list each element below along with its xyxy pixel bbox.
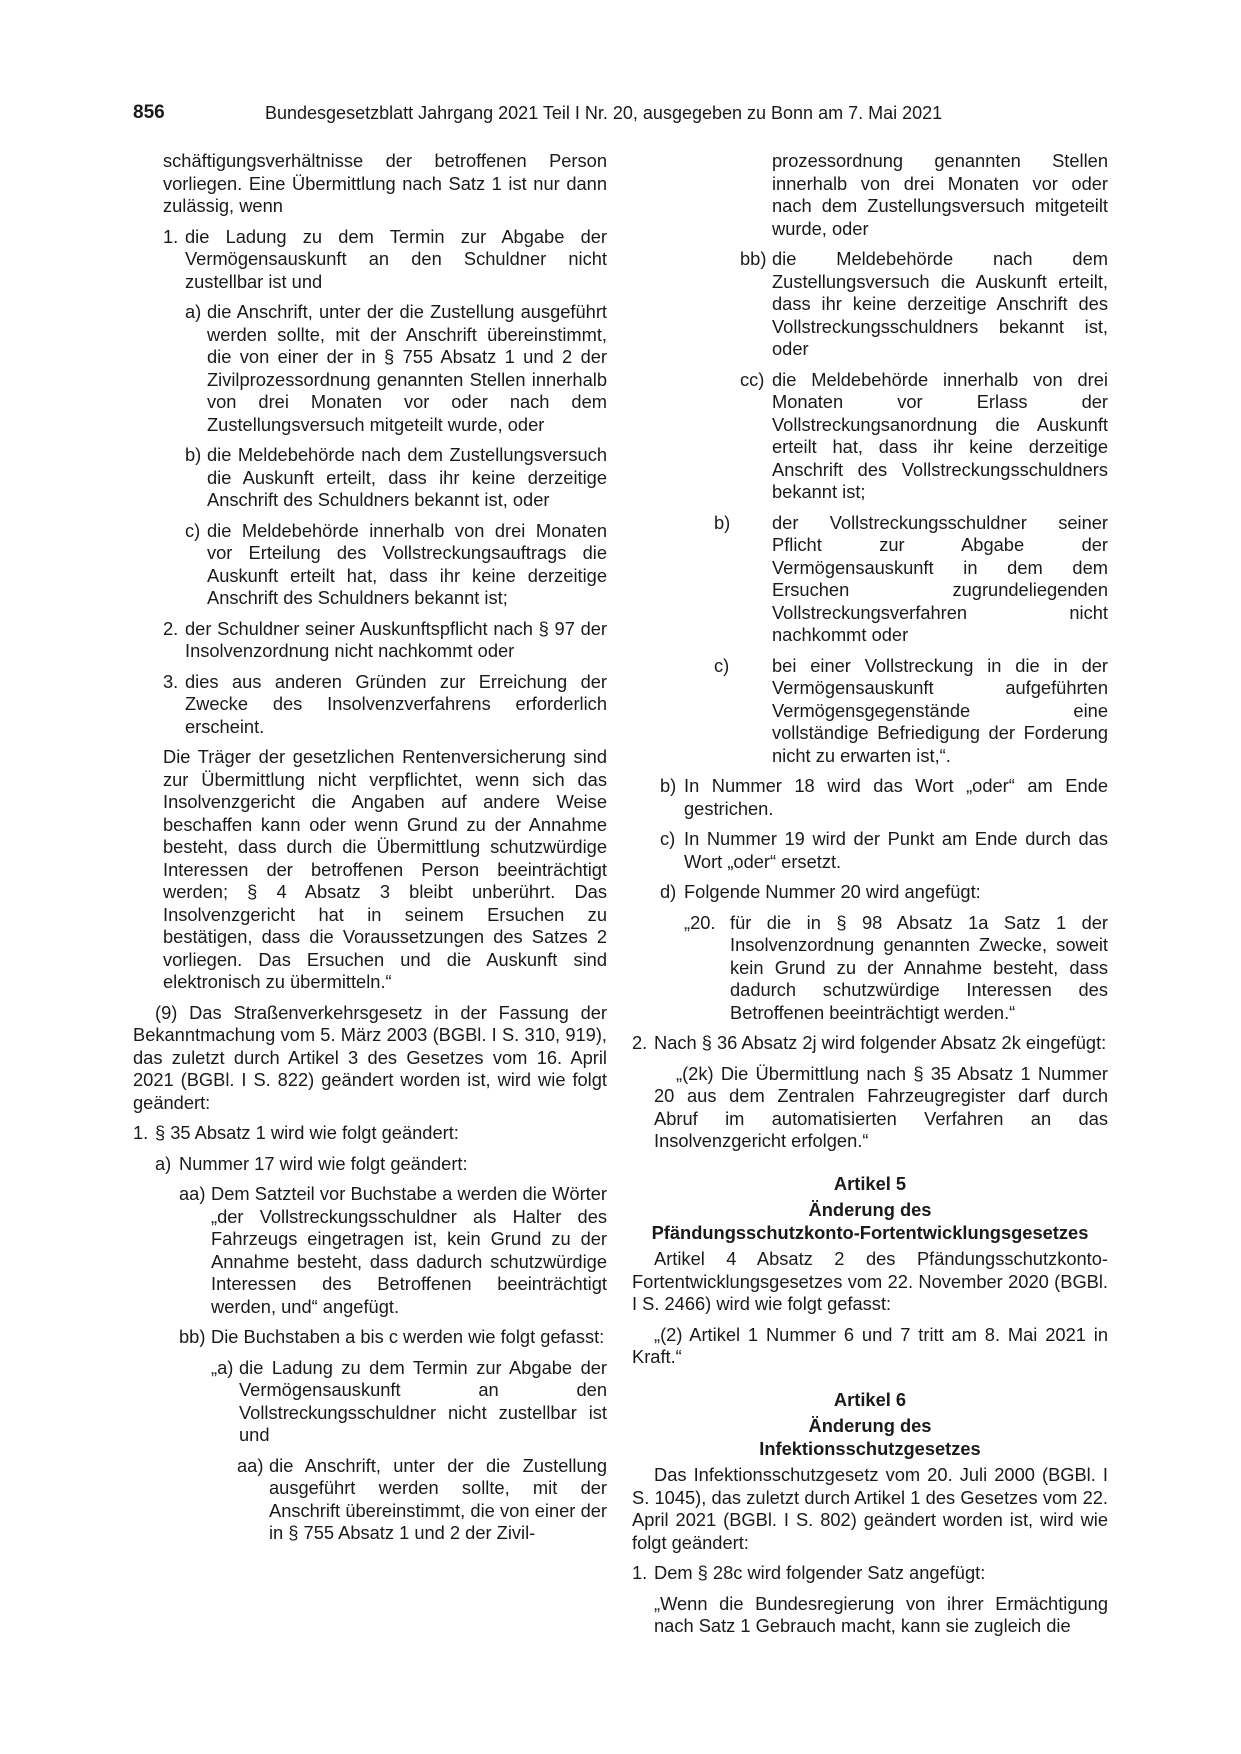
item-label: 3.: [163, 670, 179, 692]
item-label: 1.: [133, 1122, 149, 1143]
item-text: die Ladung zu dem Termin zur Abgabe der Vermögensauskunft an den Vollstreckungsschuldner nicht zustellbar ist und: [239, 1356, 607, 1445]
page-number: 856: [133, 102, 165, 123]
item-label: d): [660, 881, 677, 902]
list-item-bb: [632, 248, 1108, 361]
list-item-1a: [133, 301, 607, 436]
item-label: b): [185, 444, 202, 465]
article-5-paragraph: Artikel 4 Absatz 2 des Pfändungsschutzkonto-Fortentwicklungsgesetzes vom 22. November 2020 (BGBl. I S. 2466) wird wie folgt gefasst:: [632, 1248, 1108, 1314]
item-label: c): [185, 519, 201, 541]
item-text: für die in § 98 Absatz 1a Satz 1 der Insolvenzordnung genannten Zwecke, soweit kein Grund zu der Annahme besteht, dass dadurch schutzwürdige Interessen des Betroffenen beeinträchtigt werden.“: [730, 911, 1108, 1023]
item-text: Folgende Nummer 20 wird angefügt:: [684, 881, 981, 902]
list-item-cc: [632, 369, 1108, 504]
list-item-md: [632, 881, 1108, 904]
item-label: a): [155, 1152, 172, 1174]
article-5-subtitle-name: Pfändungsschutzkonto-Fortentwicklungsgesetzes: [651, 1221, 1089, 1243]
running-title: Bundesgesetzblatt Jahrgang 2021 Teil I Nr. 20, ausgegeben zu Bonn am 7. Mai 2021: [265, 103, 943, 123]
list-item-2: [133, 618, 607, 663]
item-text: die Meldebehörde innerhalb von drei Monaten vor Erlass der Vollstreckungsanordnung die Auskunft erteilt hat, dass ihr keine derzeitige Anschrift des Vollstreckungsschuldners bekannt ist;: [772, 368, 1108, 502]
list-item-aa: [133, 1183, 607, 1318]
list-item-mc: [632, 828, 1108, 873]
list-item-s1a: [133, 1153, 607, 1176]
item-text: der Vollstreckungsschuldner seiner Pflicht zur Abgabe der Vermögensauskunft in dem dem Ersuchen zugrundeliegenden Vollstreckungsverfahren nicht nachkommt oder: [772, 511, 1108, 645]
item-label: 2.: [163, 617, 179, 639]
list-item-a6-1: [632, 1562, 1108, 1585]
item-text: die Meldebehörde innerhalb von drei Monaten vor Erteilung des Vollstreckungsauftrags die Auskunft erteilt hat, dass ihr keine derzeitige Anschrift des Schuldners bekannt ist;: [207, 519, 607, 608]
pension-paragraph: Die Träger der gesetzlichen Rentenversicherung sind zur Übermittlung nicht verpflichtet, wenn sich das Insolvenzgericht die Angaben auf andere Weise beschaffen kann oder wenn Grund zu der Annahme besteht, dass durch die Übermittlung schutzwürdige Interessen der betroffenen Person beeinträchtigt werden; § 4 Absatz 3 bleibt unberührt. Das Insolvenzgericht hat in seinem Ersuchen zu bestätigen, dass die Voraussetzungen des Satzes 2 vorliegen. Das Ersuchen und die Auskunft sind elektronisch zu übermitteln.“: [163, 746, 607, 992]
list-item-s1: [133, 1122, 607, 1145]
paragraph-9: (9) Das Straßenverkehrsgesetz in der Fassung der Bekanntmachung vom 5. März 2003 (BGBl. I S. 310, 919), das zuletzt durch Artikel 3 des Gesetzes vom 16. April 2021 (BGBl. I S. 822) geändert worden ist, wird wie folgt geändert:: [133, 1001, 607, 1113]
list-item-3: [133, 671, 607, 739]
article-6-quote: „Wenn die Bundesregierung von ihrer Ermächtigung nach Satz 1 Gebrauch macht, kann sie zugleich die: [654, 1592, 1108, 1636]
list-item-20: [632, 912, 1108, 1025]
article-5-quote: „(2) Artikel 1 Nummer 6 und 7 tritt am 8. Mai 2021 in Kraft.“: [632, 1323, 1108, 1367]
right-column: [632, 150, 1108, 1638]
item-label: 1.: [163, 225, 179, 247]
item-text: der Schuldner seiner Auskunftspflicht nach § 97 der Insolvenzordnung nicht nachkommt oder: [185, 617, 607, 661]
list-item-quoted-a: [133, 1357, 607, 1447]
quoted-paragraph-2k: „(2k) Die Übermittlung nach § 35 Absatz 1 Nummer 20 aus dem Zentralen Fahrzeugregister darf durch Abruf im automatisierten Verfahren an das Insolvenzgericht erfolgen.“: [654, 1062, 1108, 1151]
item-label: bb): [179, 1326, 206, 1347]
article-6-paragraph: Das Infektionsschutzgesetz vom 20. Juli 2000 (BGBl. I S. 1045), das zuletzt durch Artikel 1 des Gesetzes vom 22. April 2021 (BGBl. I S. 802) geändert worden ist, wird wie folgt geändert:: [632, 1464, 1108, 1553]
item-text: Dem § 28c wird folgender Satz angefügt:: [654, 1562, 986, 1583]
list-item-b: [632, 512, 1108, 647]
left-column: [133, 150, 607, 1545]
article-6-subtitle: Änderung des: [808, 1415, 932, 1436]
item-label: aa): [237, 1454, 264, 1476]
item-label: a): [185, 301, 202, 322]
article-6-subtitle-name: Infektionsschutzgesetzes: [759, 1437, 981, 1459]
item-text: die Meldebehörde nach dem Zustellungsversuch die Auskunft erteilt, dass ihr keine derzeitige Anschrift des Vollstreckungsschuldners bekannt ist, oder: [772, 248, 1108, 359]
item-text: bei einer Vollstreckung in die in der Vermögensauskunft aufgeführten Vermögensgegenstände eine vollständige Befriedigung der Forderung nicht zu erwarten ist,“.: [772, 654, 1108, 766]
item-text: In Nummer 19 wird der Punkt am Ende durch das Wort „oder“ ersetzt.: [684, 828, 1108, 872]
item-text: Dem Satzteil vor Buchstabe a werden die Wörter „der Vollstreckungsschuldner als Halter des Fahrzeugs eingetragen ist, kein Grund zu der Annahme besteht, dass dadurch schutzwürdige Interessen des Betroffenen beeinträchtigt werden, und“ angefügt.: [211, 1183, 607, 1317]
item-label: c): [660, 828, 676, 849]
item-label: c): [714, 654, 730, 676]
item-label: cc): [740, 368, 765, 390]
article-5-title: Artikel 5: [833, 1172, 907, 1194]
item-label: bb): [740, 248, 767, 269]
list-item-2: [632, 1032, 1108, 1055]
item-text: die Meldebehörde nach dem Zustellungsversuch die Auskunft erteilt, dass ihr keine derzeitige Anschrift des Schuldners bekannt ist, oder: [207, 444, 607, 510]
continued-paragraph: prozessordnung genannten Stellen innerhalb von drei Monaten vor oder nach dem Zustellungsversuch mitgeteilt wurde, oder: [772, 150, 1108, 239]
item-text: die Anschrift, unter der die Zustellung ausgeführt werden sollte, mit der Anschrift übereinstimmt, die von einer der in § 755 Absatz 1 und 2 der Zivilprozessordnung genannten Stellen innerhalb von drei Monaten vor oder nach dem Zustellungsversuch mitgeteilt wurde, oder: [207, 301, 607, 435]
item-text: dies aus anderen Gründen zur Erreichung der Zwecke des Insolvenzverfahrens erforderlich erscheint.: [185, 670, 607, 737]
item-text: Nach § 36 Absatz 2j wird folgender Absatz 2k eingefügt:: [654, 1032, 1107, 1053]
item-label: aa): [179, 1183, 206, 1204]
list-item-1b: [133, 444, 607, 512]
item-text: § 35 Absatz 1 wird wie folgt geändert:: [155, 1122, 459, 1143]
item-label: 2.: [632, 1032, 648, 1053]
item-label: „a): [211, 1356, 234, 1378]
article-6-title: Artikel 6: [833, 1388, 907, 1410]
item-text: Nummer 17 wird wie folgt geändert:: [179, 1152, 468, 1174]
item-label: „20.: [684, 911, 716, 933]
item-text: Die Buchstaben a bis c werden wie folgt gefasst:: [211, 1326, 605, 1347]
list-item-bb: [133, 1326, 607, 1349]
list-item-1: [133, 226, 607, 294]
article-5-subtitle: Änderung des: [808, 1199, 932, 1220]
continued-paragraph: schäftigungsverhältnisse der betroffenen Person vorliegen. Eine Übermittlung nach Satz 1 ist nur dann zulässig, wenn: [163, 150, 607, 216]
list-item-c: [632, 655, 1108, 768]
list-item-mb: [632, 775, 1108, 820]
item-text: die Ladung zu dem Termin zur Abgabe der Vermögensauskunft an den Schuldner nicht zustellbar ist und: [185, 225, 607, 292]
item-label: b): [660, 775, 677, 796]
list-item-quoted-aa: [133, 1455, 607, 1545]
item-label: b): [714, 511, 731, 533]
item-label: 1.: [632, 1562, 648, 1583]
page-header: [133, 99, 976, 127]
item-text: die Anschrift, unter der die Zustellung ausgeführt werden sollte, mit der Anschrift übereinstimmt, die von einer der in § 755 Absatz 1 und 2 der Zivil-: [269, 1454, 607, 1543]
item-text: In Nummer 18 wird das Wort „oder“ am Ende gestrichen.: [684, 775, 1108, 819]
list-item-1c: [133, 520, 607, 610]
